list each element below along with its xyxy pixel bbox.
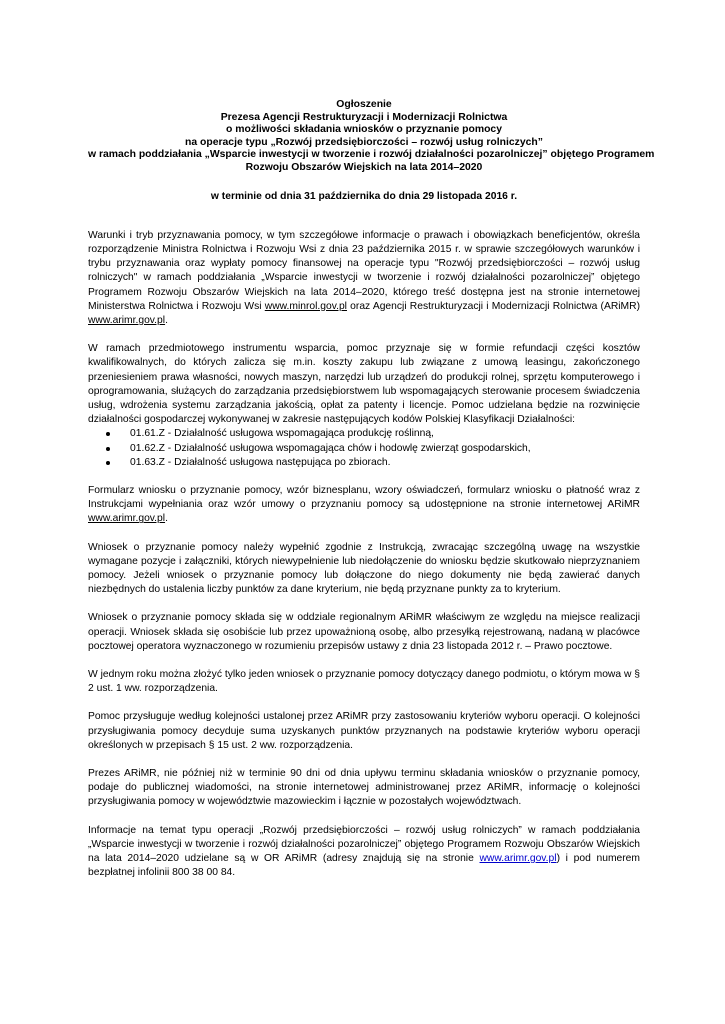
paragraph-information-end: ) i pod numerem bezpłatnej infolinii 800 38 00 84. [88,853,640,879]
bullet-icon [106,461,110,465]
heading-program: Rozwoju Obszarów Wiejskich na lata 2014–2020 [245,161,483,173]
arimr-link[interactable]: www.arimr.gov.pl [88,314,166,326]
document-page [88,99,655,894]
list-item [130,427,640,441]
pkd-code-0161: 01.61.Z - Działalność usługowa wspomagająca produkcję roślinną, [130,428,434,440]
paragraph-filling-instructions: Wniosek o przyznanie pomocy należy wypełnić zgodnie z Instrukcją, zwracając szczególną uwagę na wszystkie wymagane pozycje i załączniki, których niewypełnienie lub niedołączenie do wniosku będzie skutkowało nieprzyznaniem pomocy. Jeżeli wniosek o przyznanie pomocy lub dołączone do niego dokumenty nie będą zawierać danych niezbędnych do ustalenia liczby punktów za dane kryterium, nie będą przyznane punkty za to kryterium. [88,541,640,596]
paragraph-conditions-text-2: oraz Agencji Restrukturyzacji i Modernizacji Rolnictwa (ARiMR) [346,300,641,312]
paragraph-conditions-text: Warunki i tryb przyznawania pomocy, w tym szczegółowe informacje o prawach i obowiązkach beneficjentów, określa rozporządzenie Ministra Rolnictwa i Rozwoju Wsi z dnia 23 października 2015 r. w sprawie szczegółowych warunków i trybu przyznawania oraz wypłaty pomocy finansowej na operacje typu "Rozwój przedsiębiorczości – rozwój usług rolniczych" w ramach poddziałania „Wsparcie inwestycji w tworzenie i rozwój działalności pozarolniczej” objętego Programem Rozwoju Obszarów Wiejskich na lata 2014–2020, którego treść dostępna jest na stronie internetowej Ministerstwa Rolnictwa i Rozwoju Wsi [88,229,640,312]
paragraph-conditions [88,229,640,328]
pkd-codes-list [88,427,640,470]
heading-measure: w ramach poddziałania „Wsparcie inwestycji w tworzenie i rozwój działalności pozarolniczej” objętego Programem [88,149,655,161]
arimr-forms-link[interactable]: www.arimr.gov.pl [88,513,166,525]
paragraph-one-application: W jednym roku można złożyć tylko jeden wniosek o przyznanie pomocy dotyczący danego podmiotu, o którym mowa w § 2 ust. 1 ww. rozporządzenia. [88,669,640,695]
pkd-code-0163: 01.63.Z - Działalność usługowa następująca po zbiorach. [130,456,391,468]
minrol-link[interactable]: www.minrol.gov.pl [264,300,347,312]
heading-issuer: Prezesa Agencji Restrukturyzacji i Modernizacji Rolnictwa [220,111,508,123]
application-term: w terminie od dnia 31 października do dnia 29 listopada 2016 r. [210,190,518,202]
list-item [130,442,640,456]
paragraph-information [88,824,640,881]
paragraph-forms-end: . [165,513,168,525]
paragraph-support-scope: W ramach przedmiotowego instrumentu wsparcia, pomoc przyznaje się w formie refundacji części kosztów kwalifikowalnych, do których zalicza się m.in. koszty zakupu lub związane z umową leasingu, zakończonego przeniesieniem prawa własności, nowych maszyn, narzędzi lub urządzeń do produkcji rolnej, sprzętu komputerowego i oprogramowania, służących do zarządzania przedsiębiorstwem lub wspomagających sterowanie procesem świadczenia usług, wdrożenia systemu zarządzania jakością, opłat za patenty i licencje. Pomoc udzielana będzie na rozwinięcie działalności gospodarczej wykonywanej w zakresie następujących kodów Polskiej Klasyfikacji Działalności: [88,343,640,426]
paragraph-submission: Wniosek o przyznanie pomocy składa się w oddziale regionalnym ARiMR właściwym ze względu na miejsce realizacji operacji. Wniosek składa się osobiście lub przez upoważnioną osobę, albo przesyłką rejestrowaną, nadaną w placówce pocztowej operatora wyznaczonego w rozumieniu przepisów ustawy z dnia 23 listopada 2012 r. – Prawo pocztowe. [88,612,640,652]
bullet-icon [106,447,110,451]
heading-subject: o możliwości składania wniosków o przyznanie pomocy [226,124,502,136]
heading-operation-type: na operacje typu „Rozwój przedsiębiorczości – rozwój usług rolniczych” [185,136,543,148]
paragraph-publication: Prezes ARiMR, nie później niż w terminie 90 dni od dnia upływu terminu składania wniosków o przyznanie pomocy, podaje do publicznej wiadomości, na stronie internetowej administrowanej przez ARiMR, informację o kolejności przysługiwania pomocy w województwie mazowieckim i łącznie w pozostałych województwach. [88,768,640,808]
list-item [130,456,640,470]
paragraph-information-text: Informacje na temat typu operacji „Rozwój przedsiębiorczości – rozwój usług rolniczych” w ramach poddziałania „Wsparcie inwestycji w tworzenie i rozwój działalności pozarolniczej” objętego Programem Rozwoju Obszarów Wiejskich na lata 2014–2020 udzielane są w OR ARiMR (adresy znajdują się na stronie [88,824,640,865]
arimr-info-link[interactable]: www.arimr.gov.pl [479,853,557,865]
paragraph-forms-text: Formularz wniosku o przyznanie pomocy, wzór biznesplanu, wzory oświadczeń, formularz wniosku o płatność wraz z Instrukcjami wypełniania oraz wzór umowy o przyznaniu pomocy są udostępnione na stronie internetowej ARiMR [88,485,640,511]
paragraph-ranking: Pomoc przysługuje według kolejności ustalonej przez ARiMR przy zastosowaniu kryteriów wyboru operacji. O kolejności przysługiwania pomocy decyduje suma uzyskanych punktów przyznanych na podstawie kryteriów wyboru operacji określonych w przepisach § 15 ust. 2 ww. rozporządzenia. [88,711,640,751]
paragraph-conditions-end: . [165,314,168,326]
announcement-heading [88,99,655,175]
heading-title: Ogłoszenie [336,99,392,110]
announcement-body [88,229,640,881]
paragraph-forms [88,484,640,527]
pkd-code-0162: 01.62.Z - Działalność usługowa wspomagająca chów i hodowlę zwierząt gospodarskich, [130,442,531,454]
bullet-icon [106,432,110,436]
